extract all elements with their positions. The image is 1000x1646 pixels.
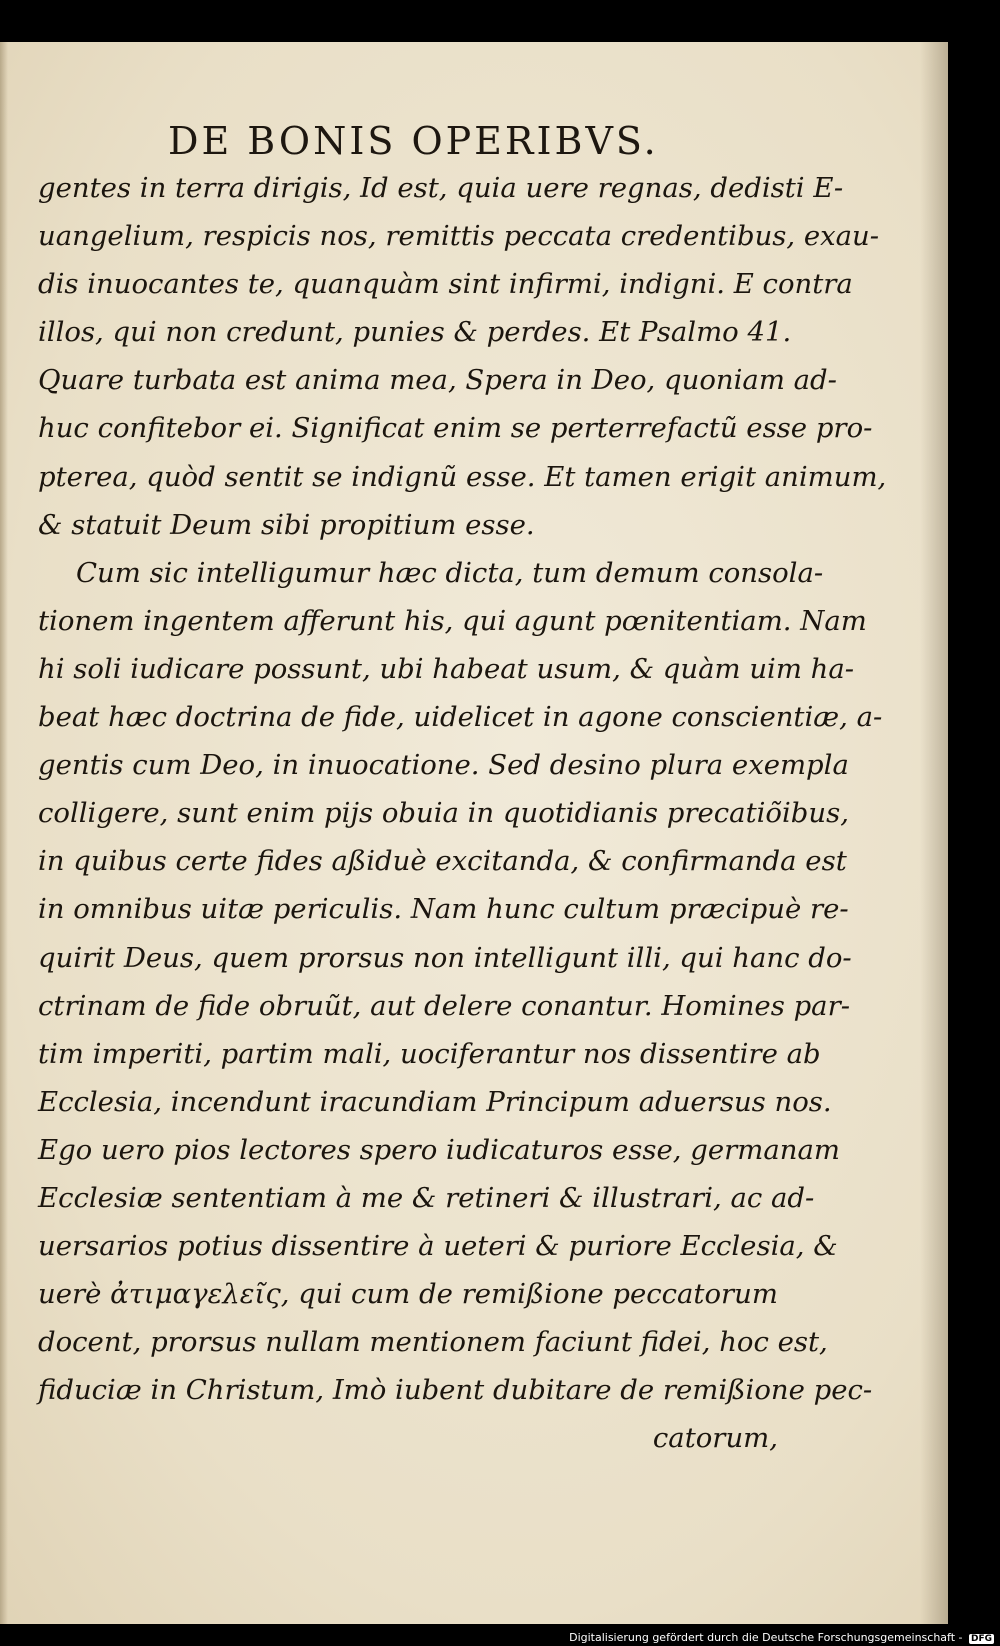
dfg-logo: DFG xyxy=(970,1634,992,1644)
body-text xyxy=(38,164,887,1463)
text-line: dis inuocantes te, quanquàm sint infirmi, indigni. E contra xyxy=(38,268,853,301)
text-line: pterea, quòd sentit se indignũ esse. Et tamen erigit animum, xyxy=(38,460,887,493)
text-line: fiduciæ in Christum, Imò iubent dubitare de remißione pec- xyxy=(38,1374,873,1407)
text-line: in quibus certe fides aßiduè excitanda, & confirmanda est xyxy=(38,845,847,878)
catchword: catorum, xyxy=(652,1422,778,1455)
text-line: quirit Deus, quem prorsus non intelligunt illi, qui hanc do- xyxy=(38,941,852,974)
text-line: Ego uero pios lectores spero iudicaturos esse, germanam xyxy=(38,1133,840,1166)
text-line: illos, qui non credunt, punies & perdes. Et Psalmo 41. xyxy=(38,316,792,349)
text-line: uangelium, respicis nos, remittis peccata credentibus, exau- xyxy=(38,220,880,253)
text-line: Cum sic intelligumur hæc dicta, tum demum consola- xyxy=(76,556,824,589)
text-line: Ecclesiæ sententiam à me & retineri & illustrari, ac ad- xyxy=(38,1181,815,1214)
text-line: Ecclesia, incendunt iracundiam Principum aduersus nos. xyxy=(38,1085,832,1118)
text-line: gentes in terra dirigis, Id est, quia uere regnas, dedisti E- xyxy=(38,172,844,204)
text-line: tim imperiti, partim mali, uociferantur nos dissentire ab xyxy=(38,1037,821,1070)
text-line: ctrinam de fide obruũt, aut delere conantur. Homines par- xyxy=(38,989,851,1022)
funding-notice xyxy=(569,1631,994,1644)
text-line: tionem ingentem afferunt his, qui agunt pœnitentiam. Nam xyxy=(38,604,867,637)
text-line: gentis cum Deo, in inuocatione. Sed desino plura exempla xyxy=(38,749,849,782)
text-line: hi soli iudicare possunt, ubi habeat usum, & quàm uim ha- xyxy=(38,652,855,685)
text-line: docent, prorsus nullam mentionem faciunt fidei, hoc est, xyxy=(38,1326,828,1359)
funding-notice-text: Digitalisierung gefördert durch die Deutsche Forschungsgemeinschaft - xyxy=(569,1631,963,1644)
text-line: colligere, sunt enim pijs obuia in quotidianis precatiõibus, xyxy=(38,797,849,830)
text-line: huc confitebor ei. Significat enim se perterrefactũ esse pro- xyxy=(38,412,873,445)
text-line: in omnibus uitæ periculis. Nam hunc cultum præcipuè re- xyxy=(38,893,849,926)
page-gutter xyxy=(0,42,8,1624)
text-line: beat hæc doctrina de fide, uidelicet in agone conscientiæ, a- xyxy=(38,701,883,734)
text-line: Quare turbata est anima mea, Spera in Deo, quoniam ad- xyxy=(38,364,837,397)
text-line: uerè ἀτιμαγελεῖς, qui cum de remißione peccatorum xyxy=(38,1278,778,1311)
running-header: DE BONIS OPERIBVS. xyxy=(168,119,659,163)
page-edge-shadow xyxy=(920,42,948,1624)
text-line: uersarios potius dissentire à ueteri & puriore Ecclesia, & xyxy=(38,1230,838,1263)
book-page xyxy=(0,42,948,1624)
text-line: & statuit Deum sibi propitium esse. xyxy=(38,508,535,541)
